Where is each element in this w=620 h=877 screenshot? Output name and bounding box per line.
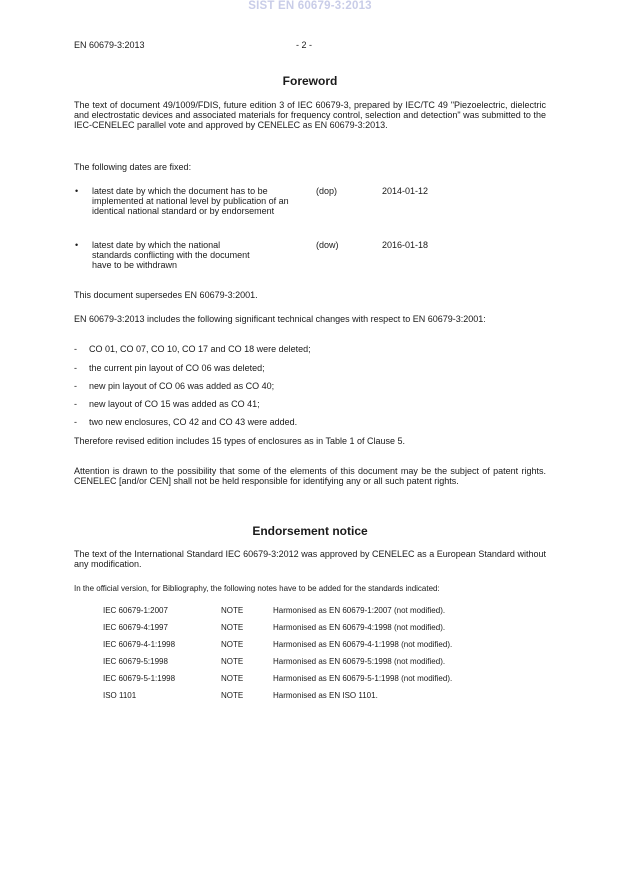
note-label: NOTE: [221, 674, 244, 683]
header-page-number: - 2 -: [296, 40, 313, 50]
date-item-value: 2014-01-12: [382, 186, 429, 196]
change-item: new layout of CO 15 was added as CO 41;: [89, 399, 260, 409]
revised-note: Therefore revised edition includes 15 types of enclosures as in Table 1 of Clause 5.: [74, 436, 406, 446]
note-standard: IEC 60679-4:1997: [103, 623, 168, 632]
attention-paragraph: Attention is drawn to the possibility that some of the elements of this document may be the subject of patent rights. CENELEC [and/or CEN] shall not be held responsible for identifying any or all such patent rights.: [74, 466, 546, 486]
supersedes-text: This document supersedes EN 60679-3:2001.: [74, 290, 258, 300]
note-text: Harmonised as EN 60679-5:1998 (not modified).: [273, 657, 446, 666]
date-item-value: 2016-01-18: [382, 240, 429, 250]
note-label: NOTE: [221, 657, 244, 666]
endorsement-title: Endorsement notice: [252, 524, 368, 538]
note-text: Harmonised as EN 60679-4-1:1998 (not modified).: [273, 640, 453, 649]
date-item-text: latest date by which the national standards conflicting with the document have to be withdrawn: [92, 240, 250, 270]
note-label: NOTE: [221, 640, 244, 649]
note-standard: IEC 60679-1:2007: [103, 606, 168, 615]
change-item: new pin layout of CO 06 was added as CO 40;: [89, 381, 275, 391]
note-standard: IEC 60679-5-1:1998: [103, 674, 176, 683]
note-standard: ISO 1101: [103, 691, 137, 700]
header-doc-id: EN 60679-3:2013: [74, 40, 145, 50]
dash-marker: -: [74, 363, 77, 373]
foreword-intro: The text of document 49/1009/FDIS, future edition 3 of IEC 60679-3, prepared by IEC/TC 49 "Piezoelectric, dielectric and electrostatic devices and associated materials for frequency control, selection and detection" was submitted to the IEC-CENELEC parallel vote and approved by CENELEC as EN 60679-3:2013.: [74, 100, 546, 130]
note-label: NOTE: [221, 623, 244, 632]
bibliography-intro: In the official version, for Bibliography, the following notes have to be added for the standards indicated:: [74, 584, 440, 593]
dash-marker: -: [74, 381, 77, 391]
note-label: NOTE: [221, 691, 244, 700]
watermark: SIST EN 60679-3:2013: [248, 0, 372, 12]
endorsement-text: The text of the International Standard IEC 60679-3:2012 was approved by CENELEC as a European Standard without any modification.: [74, 549, 546, 569]
bullet-icon: •: [75, 186, 79, 196]
note-standard: IEC 60679-4-1:1998: [103, 640, 176, 649]
note-text: Harmonised as EN ISO 1101.: [273, 691, 378, 700]
changes-intro: EN 60679-3:2013 includes the following significant technical changes with respect to EN 60679-3:2001:: [74, 314, 486, 324]
note-standard: IEC 60679-5:1998: [103, 657, 168, 666]
note-text: Harmonised as EN 60679-4:1998 (not modified).: [273, 623, 446, 632]
change-item: two new enclosures, CO 42 and CO 43 were added.: [89, 417, 298, 427]
dash-marker: -: [74, 399, 77, 409]
change-item: CO 01, CO 07, CO 10, CO 17 and CO 18 were deleted;: [89, 344, 311, 354]
date-item-abbr: (dow): [316, 240, 339, 250]
date-item-abbr: (dop): [316, 186, 338, 196]
date-item-text: latest date by which the document has to be implemented at national level by publication of an identical national standard or by endorsement: [92, 186, 289, 216]
foreword-title: Foreword: [282, 74, 338, 88]
dates-intro: The following dates are fixed:: [74, 162, 192, 172]
dash-marker: -: [74, 417, 77, 427]
dash-marker: -: [74, 344, 77, 354]
bullet-icon: •: [75, 240, 79, 250]
note-label: NOTE: [221, 606, 244, 615]
change-item: the current pin layout of CO 06 was deleted;: [89, 363, 265, 373]
note-text: Harmonised as EN 60679-5-1:1998 (not modified).: [273, 674, 453, 683]
note-text: Harmonised as EN 60679-1:2007 (not modified).: [273, 606, 446, 615]
